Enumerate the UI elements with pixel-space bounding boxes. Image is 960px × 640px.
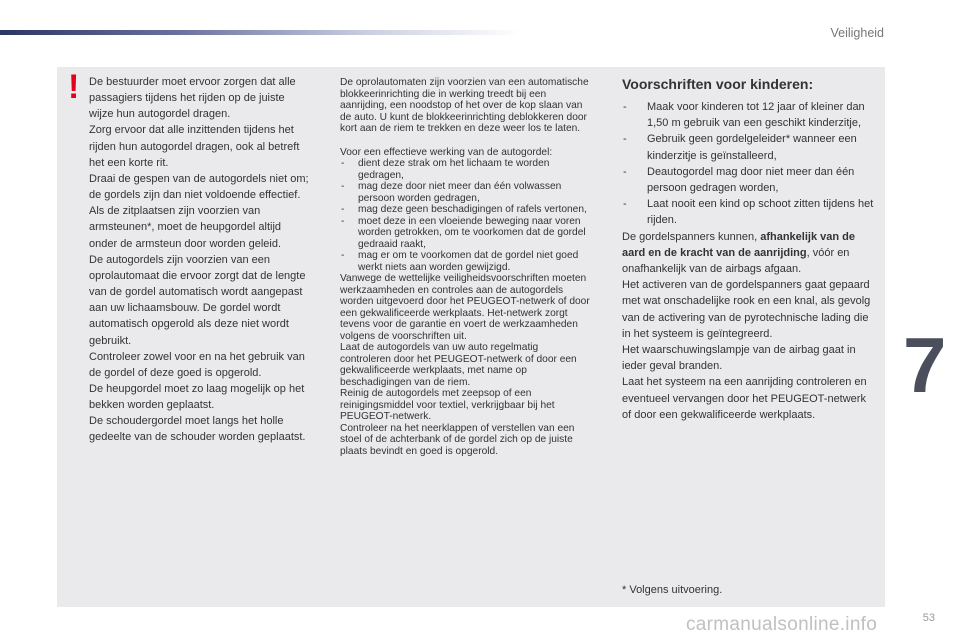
list-item: - Maak voor kinderen tot 12 jaar of kleiner dan 1,50 m gebruik van een geschikt kinderzitje, bbox=[622, 99, 877, 131]
list-item: - mag er om te voorkomen dat de gordel niet goed werkt niets aan worden gewijzigd. bbox=[340, 250, 590, 273]
paragraph: Als de zitplaatsen zijn voorzien van armsteunen*, moet de heupgordel altijd onder de armsteun door worden geleid. bbox=[89, 205, 282, 250]
paragraph: Zorg ervoor dat alle inzittenden tijdens het rijden hun autogordel dragen, ook al betreft het een korte rit. bbox=[89, 124, 300, 169]
paragraph: De heupgordel moet zo laag mogelijk op het bekken worden geplaatst. bbox=[89, 382, 305, 412]
paragraph: Het waarschuwingslampje van de airbag gaat in ieder geval branden. bbox=[622, 344, 856, 373]
list-item: - moet deze in een vloeiende beweging naar voren worden getrokken, om te voorkomen dat de gordel gedraaid raakt, bbox=[340, 216, 590, 251]
paragraph: Controleer zowel voor en na het gebruik van de gordel of deze goed is opgerold. bbox=[89, 350, 305, 379]
header-gradient-bar bbox=[0, 30, 520, 35]
paragraph: Laat het systeem na een aanrijding controleren en eventueel vervangen door het PEUGEOT-netwerk of door een gekwalificeerde werkplaats. bbox=[622, 376, 867, 421]
paragraph: De schoudergordel moet langs het holle gedeelte van de schouder worden geplaatst. bbox=[89, 415, 306, 444]
bold-text: afhankelijk van de aard en de kracht van de aanrijding bbox=[622, 230, 855, 259]
footnote: * Volgens uitvoering. bbox=[622, 584, 723, 596]
paragraph: De oprolautomaten zijn voorzien van een automatische blokkeerinrichting die in werking treedt bij een aanrijding, een noodstop of het over de kop slaan van de auto. U kunt de blokkeerinrichting deblokkeren door kort aan de riem te trekken en deze weer los te laten. bbox=[340, 77, 589, 134]
chapter-number: 7 bbox=[903, 321, 947, 409]
list-item: - Gebruik geen gordelgeleider* wanneer een kinderzitje is geïnstalleerd, bbox=[622, 131, 877, 163]
pretensioner-text bbox=[622, 229, 877, 423]
page-number: 53 bbox=[922, 612, 935, 624]
paragraph: Draai de gespen van de autogordels niet om; de gordels zijn dan niet voldoende effectief. bbox=[89, 172, 309, 202]
paragraph: Het activeren van de gordelspanners gaat gepaard met wat onschadelijke rook en een knal, als gevolg van de activering van de pyrotechnische lading die in het systeem is geïntegreerd. bbox=[622, 279, 871, 340]
exclamation-warning-icon: ! bbox=[68, 68, 80, 106]
text-span: , vóór en onafhankelijk van de airbags afgaan. bbox=[622, 246, 850, 276]
paragraph: Vanwege de wettelijke veiligheidsvoorschriften moeten werkzaamheden en controles aan de autogordels worden uitgevoerd door het PEUGEOT-netwerk of door een gekwalificeerde werkplaats. Het-netwerk zorgt tevens voor de garantie en voert de werkzaamheden volgens de voorschriften uit. bbox=[340, 273, 590, 342]
list-item: - Deautogordel mag door niet meer dan één persoon gedragen worden, bbox=[622, 164, 877, 196]
requirement-list bbox=[340, 158, 590, 273]
paragraph: Voor een effectieve werking van de autogordel: bbox=[340, 146, 553, 158]
section-heading: Voorschriften voor kinderen: bbox=[622, 76, 814, 92]
watermark-logo: carmanualsonline.info bbox=[686, 614, 878, 635]
children-column bbox=[622, 76, 877, 423]
list-item: - dient deze strak om het lichaam te worden gedragen, bbox=[340, 158, 590, 181]
list-item: - mag deze geen beschadigingen of rafels vertonen, bbox=[340, 204, 590, 216]
paragraph: De autogordels zijn voorzien van een oprolautomaat die ervoor zorgt dat de lengte van de gordel automatisch wordt aangepast aan uw lichaamsbouw. De gordel wordt automatisch opgerold als deze niet wordt gebruikt. bbox=[89, 253, 306, 347]
section-title: Veiligheid bbox=[830, 26, 884, 40]
belt-info-column bbox=[340, 77, 590, 457]
list-item: - mag deze door niet meer dan één volwassen persoon worden gedragen, bbox=[340, 181, 590, 204]
children-rules-list bbox=[622, 99, 877, 229]
list-item: - Laat nooit een kind op schoot zitten tijdens het rijden. bbox=[622, 196, 877, 228]
paragraph: Controleer na het neerklappen of verstellen van een stoel of de achterbank of de gordel zich op de juiste plaats bevindt en goed is opgerold. bbox=[340, 422, 575, 457]
paragraph: Laat de autogordels van uw auto regelmatig controleren door het PEUGEOT-netwerk of door een gekwalificeerde werkplaats, met name op beschadigingen van de riem. bbox=[340, 342, 577, 388]
text-span: De gordelspanners kunnen, bbox=[622, 230, 761, 243]
paragraph: Reinig de autogordels met zeepsop of een reinigingsmiddel voor textiel, verkrijgbaar bij het PEUGEOT-netwerk. bbox=[340, 388, 555, 422]
paragraph bbox=[622, 229, 877, 278]
paragraph: De bestuurder moet ervoor zorgen dat alle passagiers tijdens het rijden op de juiste wijze hun autogordel dragen. bbox=[89, 76, 296, 121]
warning-column bbox=[89, 74, 311, 446]
